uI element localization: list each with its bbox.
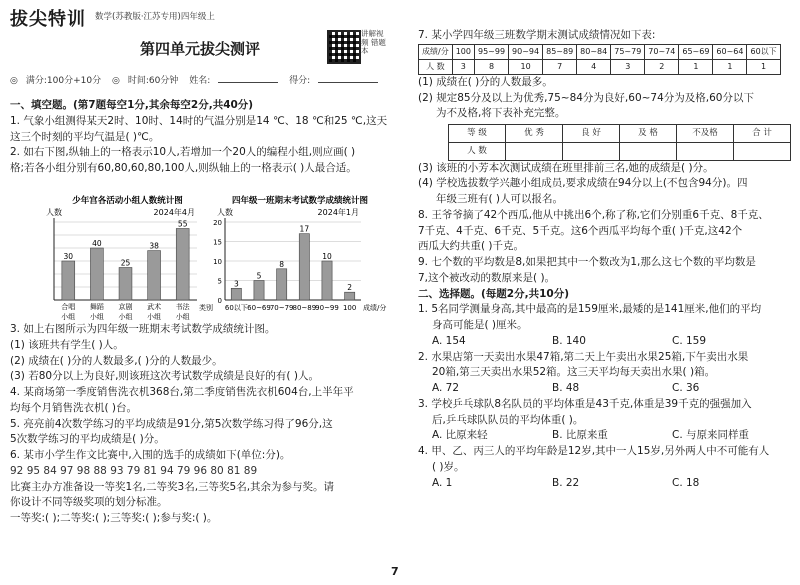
question-1: 1. 气象小组测得某天2时、10时、14时的气温分别是14 ℃、18 ℃和25 ℃,这天 xyxy=(10,114,388,127)
grade-header-cell: 不及格 xyxy=(677,125,734,143)
score-header-cell: 100 xyxy=(452,44,474,59)
grade-value-cell[interactable] xyxy=(734,142,791,160)
grade-table-header xyxy=(449,125,791,143)
data-label: 25 xyxy=(120,258,131,268)
grade-value-cell[interactable] xyxy=(506,142,563,160)
option-b[interactable]: B. 比原来重 xyxy=(552,429,608,442)
chart-ylabel: 人数 xyxy=(46,208,62,217)
x-tick-label: 60以下 xyxy=(224,304,248,312)
chart-title: 四年级一班期末考试数学成绩统计图 xyxy=(231,196,369,206)
chart-xlabel: 成绩/分 xyxy=(363,304,387,312)
option-c[interactable]: C. 159 xyxy=(672,334,707,347)
question-8: 8. 王爷爷摘了42个西瓜,他从中挑出6个,称了称,它们分别重6千克、8千克、 xyxy=(418,208,769,221)
x-tick-label: 舞蹈 xyxy=(89,303,104,311)
grade-value-cell[interactable] xyxy=(677,142,734,160)
question-9-cont: 7,这个被改动的数原来是( )。 xyxy=(418,271,556,284)
data-label: 3 xyxy=(233,279,239,289)
question-1-cont: 这三个时刻的平均气温是( )℃。 xyxy=(10,130,160,143)
x-tick-label: 70~79 xyxy=(269,304,294,312)
question-7-block xyxy=(418,28,798,491)
score-table-row xyxy=(419,59,781,74)
grade-header-cell: 等 级 xyxy=(449,125,506,143)
questions-3-6 xyxy=(10,322,395,527)
question-3: 3. 如上右图所示为四年级一班期末考试数学成绩统计图。 xyxy=(10,323,276,335)
score-field[interactable] xyxy=(318,72,378,83)
y-tick-label: 5 xyxy=(217,277,222,286)
score-header-cell: 60以下 xyxy=(747,44,780,59)
question-7: 7. 某小学四年级三班数学期末测试成绩情况如下表: xyxy=(418,29,656,41)
score-header-cell: 成绩/分 xyxy=(419,44,453,59)
option-c[interactable]: C. 36 xyxy=(672,382,700,394)
option-a[interactable]: A. 比原来轻 xyxy=(432,429,488,442)
question-3-3: (3) 若80分以上为良好,则该班这次考试数学成绩是良好的有( )人。 xyxy=(10,370,319,383)
bar xyxy=(231,288,241,300)
option-b[interactable]: B. 140 xyxy=(552,334,586,347)
score-value-cell: 2 xyxy=(645,59,679,74)
choice-1: 1. 5名同学测量身高,其中最高的是159厘米,最矮的是141厘米,他们的平均 xyxy=(418,303,762,316)
score-table-header xyxy=(419,44,781,59)
chart-date: 2024年4月 xyxy=(153,208,195,217)
score-header-cell: 90~94 xyxy=(509,44,543,59)
question-6-cont2: 你设计不同等级奖项的划分标准。 xyxy=(10,496,168,509)
chart-xlabel: 类别 xyxy=(199,304,213,312)
y-tick-label: 10 xyxy=(213,258,222,266)
choice-4-options xyxy=(418,476,798,492)
question-6-cont: 比赛主办方准备设一等奖1名,二等奖3名,三等奖5名,其余为参与奖。请 xyxy=(10,480,335,493)
qr-label: 讲解视频 错题本 xyxy=(361,29,386,56)
clock-icon: ◎ xyxy=(111,76,120,86)
score-header-cell: 95~99 xyxy=(474,44,508,59)
score-label: 得分: xyxy=(289,76,311,86)
bar xyxy=(90,248,103,300)
chart-date: 2024年1月 xyxy=(317,208,359,217)
page-number: 7 xyxy=(391,565,399,578)
x-tick-label: 100 xyxy=(342,304,357,312)
question-4: 4. 某商场第一季度销售洗衣机368台,第二季度销售洗衣机604台,上半年平 xyxy=(10,386,354,398)
choice-3-cont: 后,乒乓球队队员的平均体重( )。 xyxy=(432,413,584,426)
brand-logo: 拔尖特训 xyxy=(10,9,86,30)
chart-exam-svg xyxy=(205,194,395,324)
choice-4: 4. 甲、乙、丙三人的平均年龄是12岁,其中一人15岁,另外两人中不可能有人 xyxy=(418,445,770,457)
chart-ylabel: 人数 xyxy=(217,208,233,217)
score-table xyxy=(418,44,781,75)
score-value-cell: 7 xyxy=(543,59,577,74)
option-c[interactable]: C. 18 xyxy=(672,476,700,489)
bar xyxy=(299,234,309,300)
x-tick-label: 小组 xyxy=(175,313,190,321)
chart-activity-svg xyxy=(40,194,215,324)
score-value-cell: 3 xyxy=(452,59,474,74)
question-8-cont2: 西瓜大约共重( )千克。 xyxy=(418,240,525,253)
name-field[interactable] xyxy=(218,72,278,83)
section-heading-2: 二、选择题。(每题2分,共10分) xyxy=(418,287,570,300)
x-tick-label: 小组 xyxy=(89,313,104,321)
data-label: 17 xyxy=(299,224,310,234)
chart-exam-scores xyxy=(205,194,395,330)
data-label: 10 xyxy=(322,252,332,261)
question-2-cont: 格;若各小组分别有60,80,60,80,100人,则纵轴上的一格表示( )人最合适。 xyxy=(10,162,357,174)
data-label: 30 xyxy=(63,252,74,261)
question-5: 5. 亮亮前4次数学练习的平均成绩是91分,第5次数学练习得了96分,这 xyxy=(10,417,333,430)
page-title: 第四单元拔尖测评 xyxy=(140,40,261,58)
question-7-2: (2) 规定85分及以上为优秀,75~84分为良好,60~74分为及格,60分以下 xyxy=(418,91,754,104)
chart-activity-groups xyxy=(40,194,215,330)
x-tick-label: 60~69 xyxy=(247,304,271,312)
section-fill-blank xyxy=(10,98,395,177)
choice-3-options xyxy=(418,428,798,444)
score-header-cell: 65~69 xyxy=(679,44,713,59)
chart-title: 少年宫各活动小组人数统计图 xyxy=(72,196,183,206)
option-a[interactable]: A. 1 xyxy=(432,476,453,489)
bar xyxy=(176,229,189,301)
option-b[interactable]: B. 22 xyxy=(552,476,580,489)
grade-header-cell: 合 计 xyxy=(734,125,791,143)
score-value-cell: 1 xyxy=(713,59,747,74)
choice-1-cont: 身高可能是( )厘米。 xyxy=(432,319,528,331)
data-label: 8 xyxy=(279,259,285,269)
score-header-cell: 80~84 xyxy=(577,44,611,59)
qr-code-icon xyxy=(327,30,361,64)
data-label: 40 xyxy=(92,239,102,248)
option-a[interactable]: A. 72 xyxy=(432,382,460,394)
data-label: 55 xyxy=(177,219,188,229)
choice-3: 3. 学校乒乓球队8名队员的平均体重是43千克,体重是39千克的强强加入 xyxy=(418,397,752,410)
score-header-cell: 70~74 xyxy=(645,44,679,59)
question-2: 2. 如右下图,纵轴上的一格表示10人,若增加一个20人的编程小组,则应画( ) xyxy=(10,146,356,159)
grade-header-cell: 优 秀 xyxy=(506,125,563,143)
option-b[interactable]: B. 48 xyxy=(552,382,580,394)
bar xyxy=(62,261,75,300)
choice-2-cont: 20箱,第三天卖出水果52箱。这三天平均每天卖出水果( )箱。 xyxy=(432,366,716,379)
score-value-cell: 8 xyxy=(474,59,508,74)
grade-table xyxy=(448,124,791,161)
x-tick-label: 80~89 xyxy=(292,304,317,312)
score-value-cell: 1 xyxy=(747,59,780,74)
choice-4-cont: ( )岁。 xyxy=(432,460,465,473)
score-value-cell: 4 xyxy=(577,59,611,74)
y-tick-label: 0 xyxy=(217,297,222,305)
grade-header-cell: 及 格 xyxy=(620,125,677,143)
name-label: 姓名: xyxy=(189,76,211,86)
grade-header-cell: 良 好 xyxy=(563,125,620,143)
question-6-scores: 92 95 84 97 98 88 93 79 81 94 79 96 80 81 89 xyxy=(10,464,258,477)
question-6-answer: 一等奖:( );二等奖:( );三等奖:( );参与奖:( )。 xyxy=(10,512,218,524)
score-header-cell: 60~64 xyxy=(713,44,747,59)
grade-table-row xyxy=(449,142,791,160)
question-7-2-cont: 为不及格,将下表补充完整。 xyxy=(436,107,566,120)
option-a[interactable]: A. 154 xyxy=(432,334,466,347)
question-3-1: (1) 该班共有学生( )人。 xyxy=(10,338,124,351)
option-c[interactable]: C. 与原来同样重 xyxy=(672,429,750,442)
bar xyxy=(148,251,161,300)
full-score: 满分:100分+10分 xyxy=(25,76,102,86)
bar xyxy=(119,268,132,301)
question-9: 9. 七个数的平均数是8,如果把其中一个数改为1,那么这七个数的平均数是 xyxy=(418,256,756,268)
time-limit: 时间:60分钟 xyxy=(127,76,179,86)
x-tick-label: 书法 xyxy=(175,303,190,311)
choice-2-options xyxy=(418,381,798,397)
question-7-4: (4) 学校选拔数学兴趣小组成员,要求成绩在94分以上(不包含94分)。四 xyxy=(418,177,748,190)
grade-value-cell: 人 数 xyxy=(449,142,506,160)
bar xyxy=(345,292,355,300)
data-label: 2 xyxy=(347,283,353,293)
choice-1-options xyxy=(418,334,798,350)
x-tick-label: 合唱 xyxy=(61,303,76,311)
section-heading: 一、填空题。(第7题每空1分,其余每空2分,共40分) xyxy=(10,99,254,111)
grade-value-cell[interactable] xyxy=(563,142,620,160)
score-header-cell: 75~79 xyxy=(611,44,645,59)
score-header-cell: 85~89 xyxy=(543,44,577,59)
exam-meta xyxy=(10,72,400,89)
x-tick-label: 武术 xyxy=(147,303,162,311)
data-label: 5 xyxy=(256,271,262,281)
full-score-icon: ◎ xyxy=(10,76,18,86)
score-value-cell: 10 xyxy=(509,59,543,74)
question-7-4-cont: 年级三班有( )人可以报名。 xyxy=(436,193,564,205)
score-value-cell: 3 xyxy=(611,59,645,74)
bar xyxy=(277,269,287,300)
x-tick-label: 小组 xyxy=(118,313,133,321)
x-tick-label: 小组 xyxy=(61,313,76,321)
question-4-cont: 均每个月销售洗衣机( )台。 xyxy=(10,401,138,414)
question-8-cont: 7千克、4千克、6千克、5千克。这6个西瓜平均每个重( )千克,这42个 xyxy=(418,224,743,237)
question-5-cont: 5次数学练习的平均成绩是( )分。 xyxy=(10,433,165,446)
grade-value-cell[interactable] xyxy=(620,142,677,160)
x-tick-label: 小组 xyxy=(147,313,162,321)
y-tick-label: 15 xyxy=(213,238,222,247)
x-tick-label: 京剧 xyxy=(118,303,133,311)
question-6: 6. 某市小学生作文比赛中,入围的选手的成绩如下(单位:分)。 xyxy=(10,449,291,461)
bar xyxy=(254,281,264,301)
y-tick-label: 20 xyxy=(213,219,222,227)
data-label: 38 xyxy=(149,241,159,251)
bar xyxy=(322,261,332,300)
score-value-cell: 人 数 xyxy=(419,59,453,74)
choice-2: 2. 水果店第一天卖出水果47箱,第二天上午卖出水果25箱,下午卖出水果 xyxy=(418,350,749,363)
score-value-cell: 1 xyxy=(679,59,713,74)
question-7-1: (1) 成绩在( )分的人数最多。 xyxy=(418,75,553,88)
x-tick-label: 90~99 xyxy=(315,304,339,312)
question-7-3: (3) 该班的小芳本次测试成绩在班里排前三名,她的成绩是( )分。 xyxy=(418,161,714,174)
question-3-2: (2) 成绩在( )分的人数最多,( )分的人数最少。 xyxy=(10,354,223,367)
brand-subtitle: 数学(苏教版·江苏专用)四年级上 xyxy=(95,12,215,22)
